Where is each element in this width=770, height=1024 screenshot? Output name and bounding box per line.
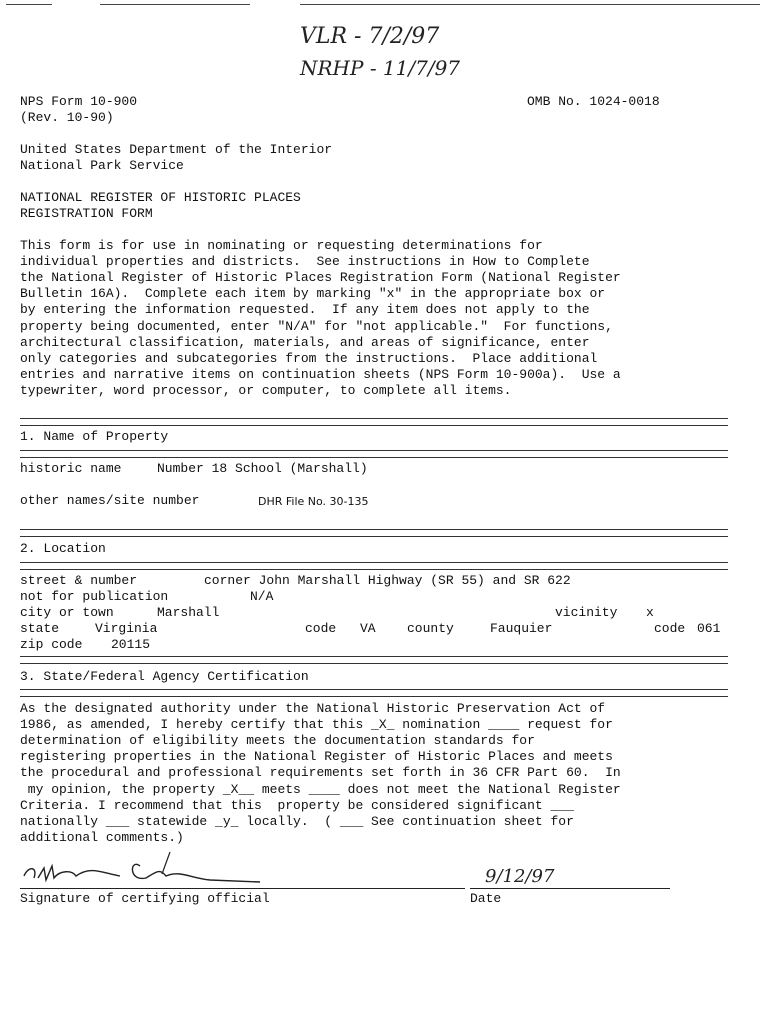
certification-line: the procedural and professional requirements set forth in 36 CFR Part 60. In	[20, 765, 621, 781]
instruction-line: typewriter, word processor, or computer, to complete all items.	[20, 382, 512, 398]
section-rule	[20, 689, 728, 697]
scan-rule	[6, 4, 52, 5]
agency: National Park Service	[20, 158, 184, 173]
county-code-label: code	[654, 621, 686, 636]
certification-line: As the designated authority under the National Historic Preservation Act of	[20, 701, 606, 716]
instruction-line: only categories and subcategories from the instructions. Place additional	[20, 350, 598, 366]
certification-line: registering properties in the National Register of Historic Places and meets	[20, 749, 613, 765]
street-label: street & number	[20, 573, 138, 588]
section3-heading: 3. State/Federal Agency Certification	[20, 669, 309, 684]
instruction-line: property being documented, enter "N/A" for "not applicable." For functions,	[20, 318, 613, 334]
state-label: state	[20, 621, 60, 636]
county-label: county	[407, 621, 454, 636]
instruction-line: entries and narrative items on continuation sheets (NPS Form 10-900a). Use a	[20, 366, 621, 382]
form-number: NPS Form 10-900	[20, 94, 138, 109]
register-title: NATIONAL REGISTER OF HISTORIC PLACES	[20, 190, 301, 205]
state-code-label: code	[305, 621, 337, 636]
instruction-line: the National Register of Historic Places Registration Form (National Register	[20, 270, 621, 286]
date-label: Date	[470, 891, 502, 906]
zip-value: 20115	[111, 637, 151, 652]
date-line	[470, 888, 670, 889]
county-value: Fauquier	[490, 621, 553, 636]
instruction-line: individual properties and districts. See instructions in How to Complete	[20, 254, 590, 270]
instruction-line: Bulletin 16A). Complete each item by marking "x" in the appropriate box or	[20, 286, 606, 302]
other-names-value: DHR File No. 30-135	[258, 495, 369, 508]
historic-name-value: Number 18 School (Marshall)	[157, 461, 368, 476]
form-revision: (Rev. 10-90)	[20, 110, 114, 125]
other-names-label: other names/site number	[20, 493, 200, 508]
handwritten-vlr-date: VLR - 7/2/97	[300, 24, 440, 49]
form-title: REGISTRATION FORM	[20, 206, 153, 221]
section-rule	[20, 418, 728, 426]
certification-line: 1986, as amended, I hereby certify that this _X_ nomination ____ request for	[20, 717, 613, 733]
certification-line: determination of eligibility meets the documentation standards for	[20, 733, 535, 749]
signature-line	[20, 888, 465, 889]
signature-label: Signature of certifying official	[20, 891, 270, 906]
date-value: 9/12/97	[485, 866, 555, 887]
section2-heading: 2. Location	[20, 541, 106, 556]
certification-line: nationally ___ statewide _y_ locally. ( ___ See continuation sheet for	[20, 813, 574, 829]
vicinity-value: x	[646, 605, 654, 620]
state-value: Virginia	[95, 621, 158, 636]
state-code-value: VA	[360, 621, 376, 636]
vicinity-label: vicinity	[555, 605, 618, 620]
certification-line: additional comments.)	[20, 829, 184, 845]
section-rule	[20, 450, 728, 458]
section1-heading: 1. Name of Property	[20, 429, 169, 444]
city-label: city or town	[20, 605, 114, 620]
signature-image	[20, 848, 270, 890]
zip-label: zip code	[20, 637, 83, 652]
instruction-line: architectural classification, materials, and areas of significance, enter	[20, 334, 590, 350]
instruction-line: This form is for use in nominating or requesting determinations for	[20, 238, 543, 253]
instruction-line: by entering the information requested. If any item does not apply to the	[20, 302, 590, 318]
county-code-value: 061	[697, 621, 721, 636]
certification-line: my opinion, the property _X__ meets ____ does not meet the National Register	[20, 781, 621, 797]
scan-rule	[300, 4, 760, 5]
department: United States Department of the Interior	[20, 142, 333, 157]
certification-line: Criteria. I recommend that this property be considered significant ___	[20, 797, 574, 813]
street-value: corner John Marshall Highway (SR 55) and SR 622	[204, 573, 571, 588]
handwritten-nrhp-date: NRHP - 11/7/97	[300, 56, 461, 80]
city-value: Marshall	[157, 605, 220, 620]
scan-rule	[100, 4, 250, 5]
omb-number: OMB No. 1024-0018	[527, 94, 660, 109]
section-rule	[20, 656, 728, 664]
historic-name-label: historic name	[20, 461, 122, 476]
not-for-publication-label: not for publication	[20, 589, 169, 604]
section-rule	[20, 562, 728, 570]
section-rule	[20, 529, 728, 537]
not-for-publication-value: N/A	[250, 589, 274, 604]
